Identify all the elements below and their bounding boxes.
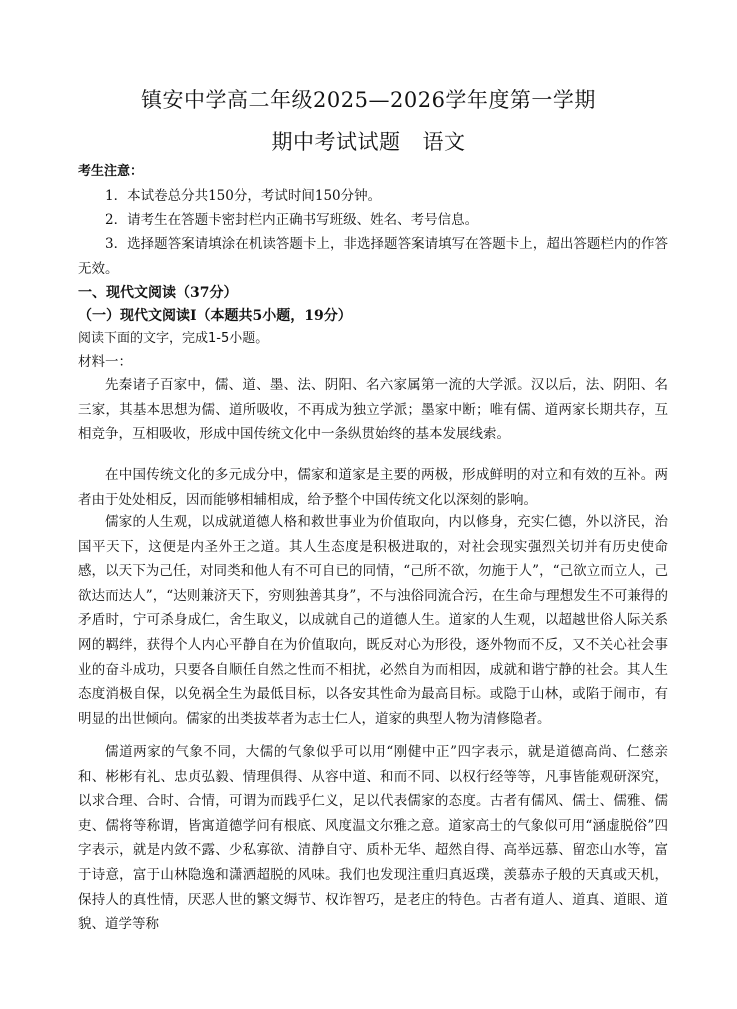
exam-subtitle bbox=[0, 128, 737, 156]
body-paragraph: 儒道两家的气象不同，大儒的气象似乎可以用“刚健中正”四字表示，就是道德高尚、仁慈亲和、彬彬有礼、忠贞弘毅、情理俱得、从容中道、和而不同、以权行经等等，凡事皆能观研深究，以求合理、合时、合情，可谓为而践乎仁义，足以代表儒家的态度。古者有儒风、儒士、儒雅、儒吏、儒将等称谓，皆寓道德学问有根底、风度温文尔雅之意。道家高士的气象似可用“涵虚脱俗”四字表示，就是内敛不露、少私寡欲、清静自守、质朴无华、超然自得、高举远慕、留恋山水等，富于诗意，富于山林隐逸和潇洒超脱的风味。我们也发现注重归真返璞，羡慕赤子般的天真或天机，保持人的真性情，厌恶人世的繁文缛节、权诈智巧，是老庄的特色。古者有道人、道真、道眼、道貌、道学等称 bbox=[78, 744, 668, 933]
section-heading: 一、现代文阅读（37分） bbox=[78, 285, 238, 301]
body-paragraph: 先秦诸子百家中，儒、道、墨、法、阴阳、名六家属第一流的大学派。汉以后，法、阴阳、名三家，其基本思想为儒、道所吸收，不再成为独立学派；墨家中断；唯有儒、道两家长期共存，互相竞争，互相吸收，形成中国传统文化中一条纵贯始终的基本发展线索。 bbox=[78, 377, 668, 443]
body-paragraph: 在中国传统文化的多元成分中，儒家和道家是主要的两极，形成鲜明的对立和有效的互补。两者由于处处相反，因而能够相辅相成，给予整个中国传统文化以深刻的影响。 bbox=[78, 467, 668, 508]
exam-subject: 语文 bbox=[422, 130, 466, 154]
notice-item: 1．本试卷总分共150分，考试时间150分钟。 bbox=[105, 188, 382, 204]
exam-subtitle-main: 期中考试试题 bbox=[271, 130, 401, 154]
exam-title: 镇安中学高二年级2025—2026学年度第一学期 bbox=[141, 88, 596, 112]
reading-instruction: 阅读下面的文字，完成1-5小题。 bbox=[78, 331, 269, 346]
subsection-heading: （一）现代文阅读Ⅰ（本题共5小题，19分） bbox=[78, 308, 352, 324]
notice-heading: 考生注意： bbox=[78, 164, 144, 179]
material-label: 材料一： bbox=[78, 354, 132, 370]
notice-item: 3．选择题答案请填涂在机读答题卡上，非选择题答案请填写在答题卡上，超出答题栏内的作答无效。 bbox=[78, 236, 668, 277]
notice-item: 2．请考生在答题卡密封栏内正确书写班级、姓名、考号信息。 bbox=[105, 212, 479, 228]
body-paragraph: 儒家的人生观，以成就道德人格和救世事业为价值取向，内以修身，充实仁德，外以济民，治国平天下，这便是内圣外王之道。其人生态度是积极进取的，对社会现实强烈关切并有历史使命感，以天下为己任，对同类和他人有不可自已的同情，“己所不欲，勿施于人”，“己欲立而立人，己欲达而达人”，“达则兼济天下，穷则独善其身”，不与浊俗同流合污，在生命与理想发生不可兼得的矛盾时，宁可杀身成仁，舍生取义，以成就自己的道德人生。道家的人生观，以超越世俗人际关系网的羁绊，获得个人内心平静自在为价值取向，既反对心为形役，逐外物而不反，又不关心社会事业的奋斗成功，只要各自顺任自然之性而不相扰，必然自为而相因，成就和谐宁静的社会。其人生态度消极自保，以免祸全生为最低目标，以各安其性命为最高目标。或隐于山林，或陷于闹市，有明显的出世倾向。儒家的出类拔萃者为志士仁人，道家的典型人物为清修隐者。 bbox=[78, 514, 668, 727]
